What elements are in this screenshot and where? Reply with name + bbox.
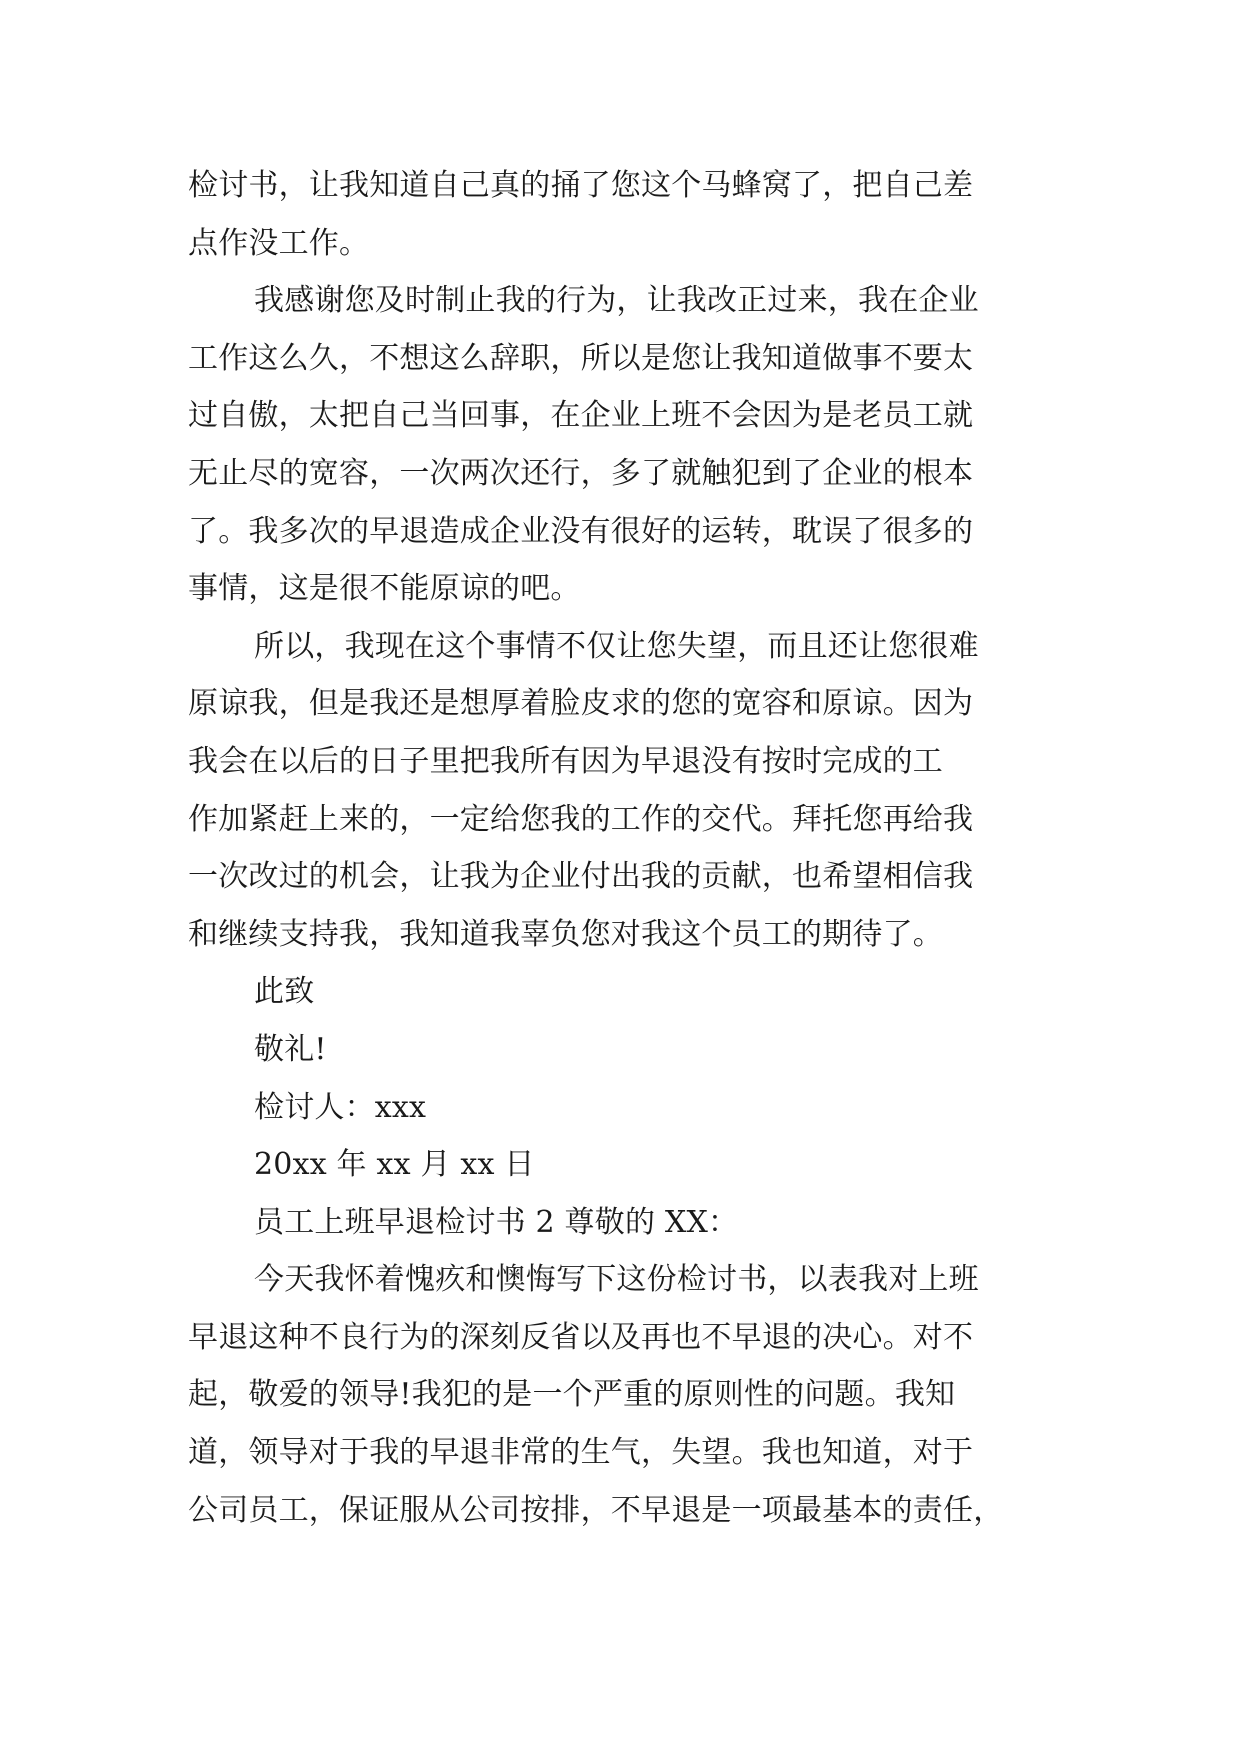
- closing-regards: 敬礼!: [254, 1031, 327, 1067]
- text-line: 了。我多次的早退造成企业没有很好的运转，耽误了很多的: [188, 513, 974, 549]
- text-line: 道，领导对于我的早退非常的生气，失望。我也知道，对于: [188, 1435, 974, 1471]
- paragraph-start-line: 所以，我现在这个事情不仅让您失望，而且还让您很难: [254, 628, 979, 664]
- text-line: 公司员工，保证服从公司按排，不早退是一项最基本的责任，: [188, 1492, 1004, 1528]
- text-line: 工作这么久，不想这么辞职，所以是您让我知道做事不要太: [188, 340, 974, 376]
- paragraph-start-line: 我感谢您及时制止我的行为，让我改正过来，我在企业: [254, 283, 979, 319]
- text-line: 起，敬爱的领导!我犯的是一个严重的原则性的问题。我知: [188, 1377, 956, 1413]
- section-heading: 员工上班早退检讨书 2 尊敬的 XX：: [254, 1204, 739, 1240]
- text-line: 和继续支持我，我知道我辜负您对我这个员工的期待了。: [188, 916, 943, 952]
- text-line: 一次改过的机会，让我为企业付出我的贡献，也希望相信我: [188, 859, 974, 895]
- text-line: 无止尽的宽容，一次两次还行，多了就触犯到了企业的根本: [188, 455, 974, 491]
- date-line: 20xx 年 xx 月 xx 日: [254, 1147, 535, 1183]
- signature-line: 检讨人：xxx: [254, 1089, 427, 1125]
- text-line: 早退这种不良行为的深刻反省以及再也不早退的决心。对不: [188, 1319, 974, 1355]
- text-line: 过自傲，太把自己当回事，在企业上班不会因为是老员工就: [188, 398, 974, 434]
- paragraph-start-line: 今天我怀着愧疚和懊悔写下这份检讨书，以表我对上班: [254, 1262, 979, 1298]
- document-body: [188, 157, 1058, 1539]
- text-line: 作加紧赶上来的，一定给您我的工作的交代。拜托您再给我: [188, 801, 974, 837]
- text-line: 检讨书，让我知道自己真的捅了您这个马蜂窝了，把自己差: [188, 168, 974, 203]
- text-line: 点作没工作。: [188, 225, 370, 261]
- closing-salutation: 此致: [254, 974, 315, 1010]
- text-line: 我会在以后的日子里把我所有因为早退没有按时完成的工: [188, 743, 943, 779]
- text-line: 事情，这是很不能原谅的吧。: [188, 571, 581, 607]
- text-line: 原谅我，但是我还是想厚着脸皮求的您的宽容和原谅。因为: [188, 686, 974, 722]
